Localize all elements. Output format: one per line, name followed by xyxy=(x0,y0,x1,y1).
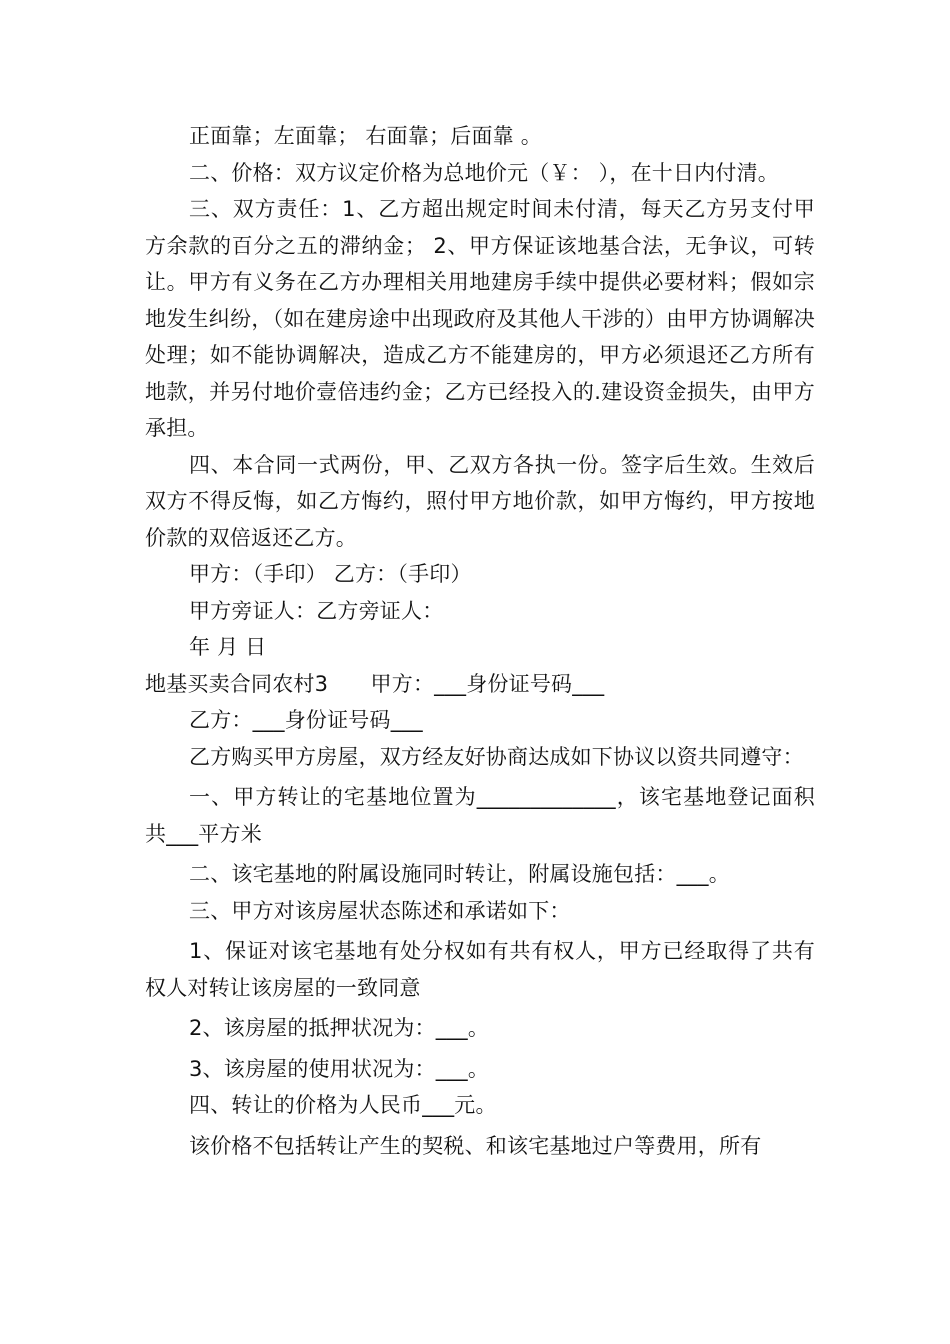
paragraph-fees: 该价格不包括转让产生的契税、和该宅基地过户等费用，所有 xyxy=(189,1133,762,1158)
section-title-contract-3: 地基买卖合同农村3 甲方：___身份证号码___ xyxy=(145,671,605,696)
paragraph-location: 一、甲方转让的宅基地位置为_____________，该宅基地登记面积共___平方米 xyxy=(145,785,815,846)
paragraph-agreement-intro: 乙方购买甲方房屋，双方经友好协商达成如下协议以资共同遵守： xyxy=(189,744,804,769)
paragraph-mortgage: 2、该房屋的抵押状况为：___。 xyxy=(189,1016,490,1040)
paragraph-witnesses: 甲方旁证人：乙方旁证人： xyxy=(189,598,444,623)
paragraph-disposal-right: 1、保证对该宅基地有处分权如有共有权人，甲方已经取得了共有权人对转让该房屋的一致同意 xyxy=(145,939,815,1000)
paragraph-date: 年 月 日 xyxy=(189,635,267,659)
document-page xyxy=(145,118,815,1164)
paragraph-transfer-price: 四、转让的价格为人民币___元。 xyxy=(189,1093,497,1117)
paragraph-copies: 四、本合同一式两份，甲、乙双方各执一份。签字后生效。生效后双方不得反悔，如乙方悔约，照付甲方地价款，如甲方悔约，甲方按地价款的双倍返还乙方。 xyxy=(145,452,815,550)
paragraph-statements: 三、甲方对该房屋状态陈述和承诺如下： xyxy=(189,898,571,923)
paragraph-responsibilities: 三、双方责任：1、乙方超出规定时间未付清，每天乙方另支付甲方余款的百分之五的滞纳金； 2、甲方保证该地基合法，无争议，可转让。甲方有义务在乙方办理相关用地建房手续中提供必要材料；假如宗地发生纠纷，（如在建房途中出现政府及其他人干涉的）由甲方协调解决处理；如不能协调解决，造成乙方不能建房的，甲方必须退还乙方所有地款，并另付地价壹倍违约金；乙方已经投入的.建设资金损失，由甲方承担。 xyxy=(145,197,815,440)
paragraph-facilities: 二、该宅基地的附属设施同时转让，附属设施包括：___。 xyxy=(189,862,730,886)
paragraph-price: 二、价格：双方议定价格为总地价元（￥： ），在十日内付清。 xyxy=(189,160,779,185)
paragraph-signatures: 甲方：（手印） 乙方：（手印） xyxy=(189,562,472,586)
paragraph-usage: 3、该房屋的使用状况为：___。 xyxy=(189,1056,490,1081)
paragraph-sides: 正面靠；左面靠； 右面靠；后面靠 。 xyxy=(189,124,542,148)
paragraph-party-b: 乙方：___身份证号码___ xyxy=(189,708,423,732)
